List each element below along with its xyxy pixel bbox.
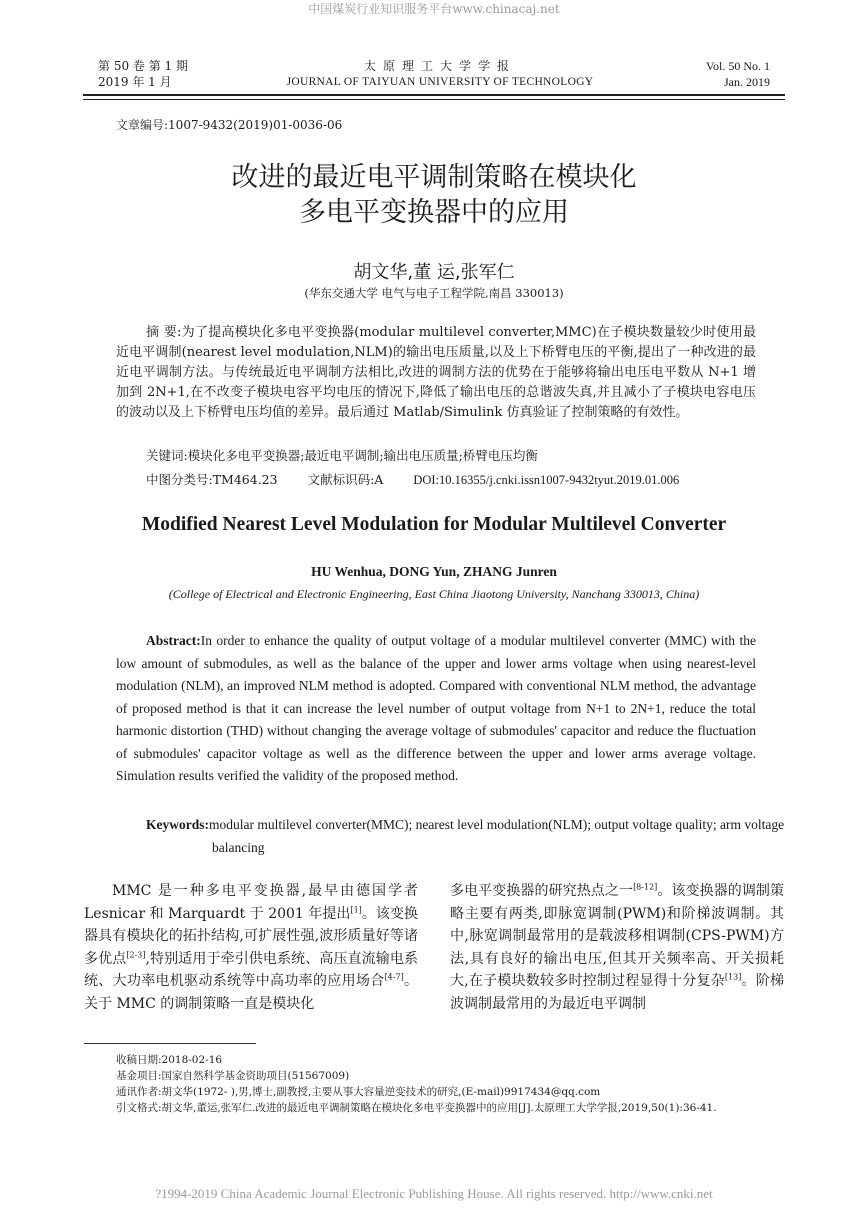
keywords-en-label: Keywords: xyxy=(146,817,209,832)
watermark-top: 中国煤炭行业知识服务平台www.chinacaj.net xyxy=(308,2,560,16)
abstract-cn-label: 摘 要: xyxy=(146,325,182,340)
body-text: 。该变换器的调制策略主要有两类,即脉宽调制(PWM)和阶梯波调制。其中,脉宽调制最常用的是载波移相调制(CPS-PWM)方法,具有良好的输出电压,但其开关频率高、开关损耗大,在子模块数较多时控制过程显得十分复杂 xyxy=(450,883,785,989)
header-rule-thick xyxy=(83,94,785,96)
affiliation-en: (College of Electrical and Electronic Engineering, East China Jiaotong University, Nanchang 330013, China) xyxy=(168,587,700,601)
page-title xyxy=(100,160,768,230)
classification-line xyxy=(146,470,705,488)
footnote-rule xyxy=(84,1043,256,1044)
citation-ref: [2-3] xyxy=(126,949,146,959)
clc-number: 中图分类号:TM464.23 xyxy=(146,472,278,487)
authors-en: HU Wenhua, DONG Yun, ZHANG Junren xyxy=(311,564,557,579)
doi: DOI:10.16355/j.cnki.issn1007-9432tyut.2019.01.006 xyxy=(413,473,680,487)
title-line-1: 改进的最近电平调制策略在模块化 xyxy=(231,162,637,193)
footnote-author: 通讯作者:胡文华(1972- ),男,博士,副教授,主要从事大容量逆变技术的研究,(E-mail)9917434@qq.com xyxy=(116,1086,601,1098)
abstract-en xyxy=(116,630,756,788)
title-en: Modified Nearest Level Modulation for Modular Multilevel Converter xyxy=(141,514,727,535)
article-number: 文章编号:1007-9432(2019)01-0036-06 xyxy=(116,118,343,132)
footnote-fund: 基金项目:国家自然科学基金资助项目(51567009) xyxy=(116,1070,350,1082)
citation-ref: [4-7] xyxy=(384,972,404,982)
keywords-en xyxy=(146,814,822,859)
title-line-2: 多电平变换器中的应用 xyxy=(299,197,569,228)
abstract-cn xyxy=(116,323,756,423)
affiliation-cn: (华东交通大学 电气与电子工程学院,南昌 330013) xyxy=(304,286,564,300)
citation-ref: [13] xyxy=(724,972,742,982)
body-text: 。该变换器具有模块化的拓扑结构,可扩展性强,波形质量好等诸多优点 xyxy=(84,905,418,967)
body-text: 。关于 MMC 的调制策略一直是模块化 xyxy=(84,973,418,1012)
header-date-en: Jan. 2019 xyxy=(724,75,770,89)
footnote-citation: 引文格式:胡文华,董运,张军仁.改进的最近电平调制策略在模块化多电平变换器中的应用[J].太原理工大学学报,2019,50(1):36-41. xyxy=(116,1102,717,1114)
citation-ref: [8-12] xyxy=(633,882,658,892)
keywords-en-text: modular multilevel converter(MMC); nearest level modulation(NLM); output voltage quality; arm voltage balancing xyxy=(209,817,785,855)
footnotes xyxy=(116,1052,776,1116)
abstract-cn-text: 为了提高模块化多电平变换器(modular multilevel converter,MMC)在子模块数量较少时使用最近电平调制(nearest level modulation,NLM)的输出电压质量,以及上下桥臂电压的平衡,提出了一种改进的最近电平调制方法。与传统最近电平调制方法相比,改进的调制方法的优势在于能够将输出电压电平数从 N+1 增加到 2N+1,在不改变子模块电容平均电压的情况下,降低了输出电压的总谐波失真,并且减小了子模块电容电压的波动以及上下桥臂电压均值的差异。最后通过 Matlab/Simulink 仿真验证了控制策略的有效性。 xyxy=(116,325,756,420)
header-rule-thin xyxy=(83,99,785,100)
footnote-received: 收稿日期:2018-02-16 xyxy=(116,1054,223,1066)
authors-cn: 胡文华,董 运,张军仁 xyxy=(353,262,515,283)
abstract-en-label: Abstract: xyxy=(146,633,201,648)
header-vol-en: Vol. 50 No. 1 xyxy=(705,59,770,73)
header-vol-cn: 第 50 卷 第 1 期 xyxy=(98,59,188,73)
header-date-cn: 2019 年 1 月 xyxy=(98,75,172,89)
body-column-left xyxy=(84,880,418,1015)
journal-name-en: JOURNAL OF TAIYUAN UNIVERSITY OF TECHNOLOGY xyxy=(286,76,594,88)
document-code: 文献标识码:A xyxy=(307,472,384,487)
header-journal xyxy=(230,58,650,90)
journal-name-cn: 太原理工大学学报 xyxy=(363,59,516,73)
watermark-bottom: ?1994-2019 China Academic Journal Electronic Publishing House. All rights reserved. http://www.cnki.net xyxy=(155,1186,713,1201)
body-text: MMC 是一种多电平变换器,最早由德国学者 Lesnicar 和 Marquardt 于 2001 年提出 xyxy=(84,883,418,922)
body-text: ,特别适用于牵引供电系统、高压直流输电系统、大功率电机驱动系统等中高功率的应用场合 xyxy=(84,950,419,989)
header-volume-en xyxy=(706,58,770,90)
abstract-en-text: In order to enhance the quality of output voltage of a modular multilevel converter (MMC) with the low amount of submodules, as well as the balance of the upper and lower arms voltage when using nearest-level modulation (NLM), an improved NLM method is adopted. Compared with conventional NLM method, the advantage of proposed method is that it can increase the level number of output voltage from N+1 to 2N+1, reduce the total harmonic distortion (THD) without changing the average voltage of submodules' capacitor and reduce the fluctuation of submodules' capacitor voltage as well as the difference between the upper and lower arms average voltage. Simulation results verified the validity of the proposed method. xyxy=(116,633,756,783)
body-text: 多电平变换器的研究热点之一 xyxy=(450,883,634,899)
body-column-right xyxy=(450,880,784,1015)
header-volume-cn xyxy=(98,58,188,90)
keywords-cn: 关键词:模块化多电平变换器;最近电平调制;输出电压质量;桥臂电压均衡 xyxy=(146,448,538,463)
body-text: 。阶梯波调制最常用的为最近电平调制 xyxy=(450,973,784,1012)
citation-ref: [1] xyxy=(350,904,362,914)
